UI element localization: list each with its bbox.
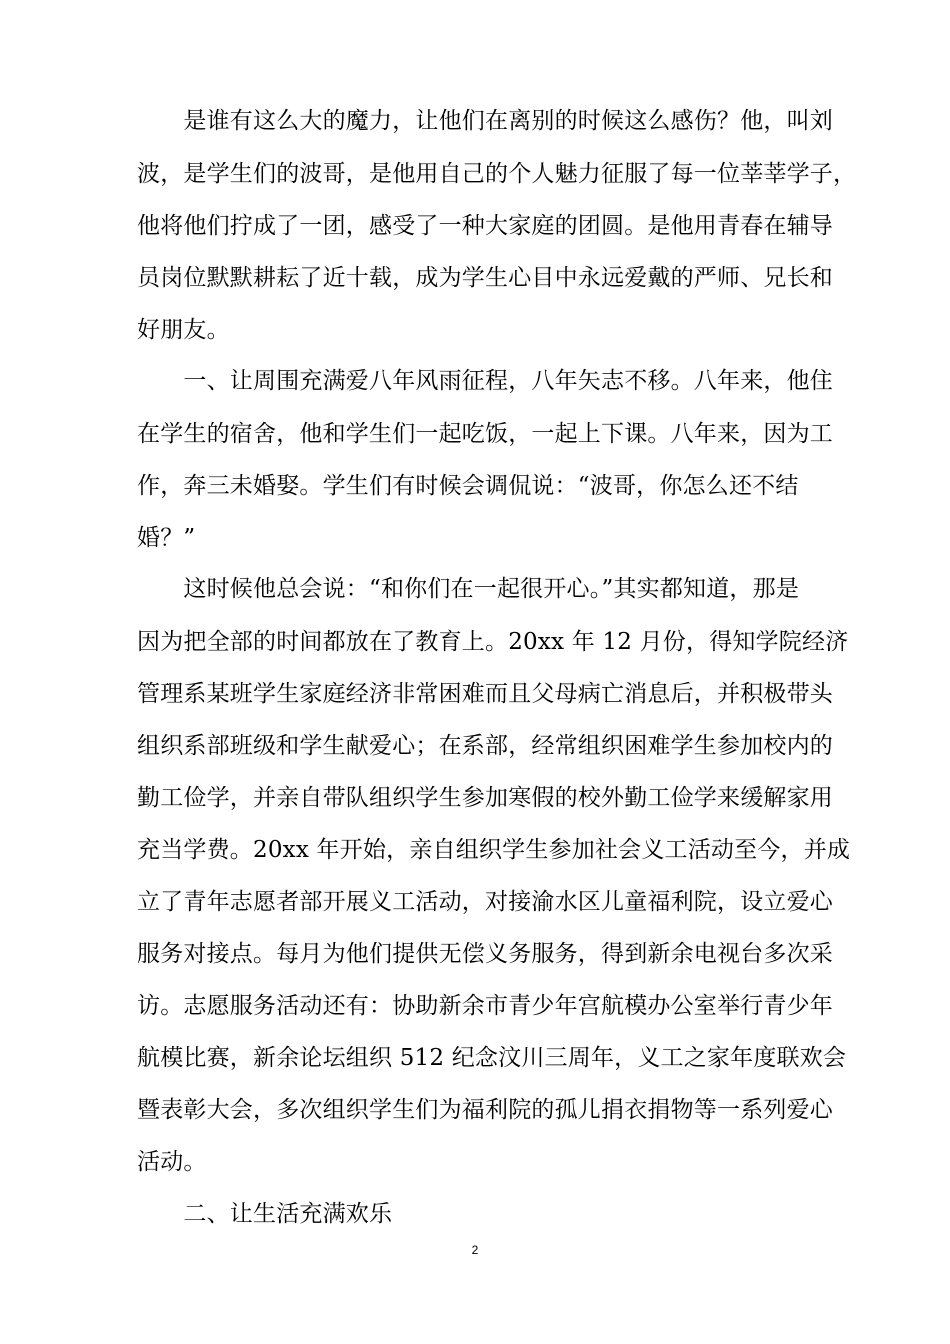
paragraph-1-line-3: 他将他们拧成了一团，感受了一种大家庭的团圆。是他用青春在辅导 (137, 213, 833, 239)
paragraph-1-line-4: 员岗位默默耕耘了近十载，成为学生心目中永远爱戴的严师、兄长和 (137, 265, 833, 291)
paragraph-1-line-1: 是谁有这么大的魔力，让他们在离别的时候这么感伤？他，叫刘 (137, 108, 833, 134)
paragraph-3-line-2: 因为把全部的时间都放在了教育上。20xx 年 12 月份，得知学院经济 (137, 629, 849, 655)
paragraph-3-line-12: 活动。 (137, 1149, 207, 1175)
paragraph-3-line-7: 立了青年志愿者部开展义工活动，对接渝水区儿童福利院，设立爱心 (137, 889, 833, 915)
page-number: 2 (471, 1243, 479, 1257)
paragraph-3-line-8: 服务对接点。每月为他们提供无偿义务服务，得到新余电视台多次采 (137, 941, 833, 967)
paragraph-2-line-2: 在学生的宿舍，他和学生们一起吃饭，一起上下课。八年来，因为工 (137, 421, 833, 447)
paragraph-3-line-1: 这时候他总会说：“和你们在一起很开心。”其实都知道，那是 (137, 576, 800, 602)
paragraph-2-line-4: 婚？” (137, 525, 196, 551)
paragraph-3-line-9: 访。志愿服务活动还有：协助新余市青少年宫航模办公室举行青少年 (137, 993, 833, 1019)
paragraph-1-line-2: 波，是学生们的波哥，是他用自己的个人魅力征服了每一位莘莘学子， (137, 161, 857, 187)
paragraph-3-line-5: 勤工俭学，并亲自带队组织学生参加寒假的校外勤工俭学来缓解家用 (137, 785, 833, 811)
paragraph-2-line-3: 作，奔三未婚娶。学生们有时候会调侃说：“波哥，你怎么还不结 (137, 473, 799, 499)
paragraph-3-line-11: 暨表彰大会，多次组织学生们为福利院的孤儿捐衣捐物等一系列爱心 (137, 1097, 833, 1123)
section-heading-2: 二、让生活充满欢乐 (137, 1201, 393, 1227)
paragraph-3-line-6: 充当学费。20xx 年开始，亲自组织学生参加社会义工活动至今，并成 (137, 837, 851, 863)
paragraph-1-line-5: 好朋友。 (137, 317, 230, 343)
paragraph-3-line-3: 管理系某班学生家庭经济非常困难而且父母病亡消息后，并积极带头 (137, 681, 833, 707)
paragraph-2-line-1: 一、让周围充满爱八年风雨征程，八年矢志不移。八年来，他住 (137, 368, 833, 394)
paragraph-3-line-4: 组织系部班级和学生献爱心；在系部，经常组织困难学生参加校内的 (137, 733, 833, 759)
paragraph-3-line-10: 航模比赛，新余论坛组织 512 纪念汶川三周年，义工之家年度联欢会 (137, 1045, 847, 1071)
